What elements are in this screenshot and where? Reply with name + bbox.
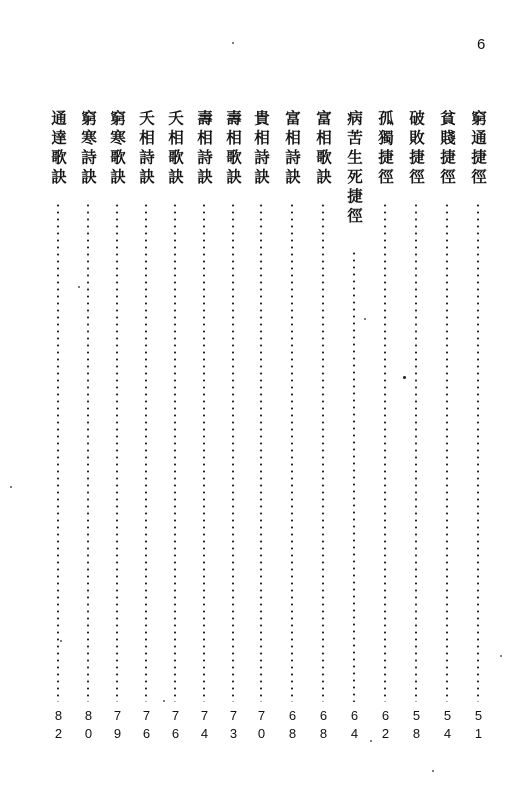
scan-speck [10,486,12,488]
toc-entry [343,110,365,750]
dot-leader [353,250,355,702]
toc-entry [77,110,99,750]
toc-entry-page: 70 [254,708,269,744]
toc-entry-title: 通達歌訣 [49,110,68,188]
toc-entry-page: 76 [139,708,154,744]
toc-entry-title: 病苦生死捷徑 [345,110,364,227]
toc-entry [222,110,244,750]
table-of-contents [0,110,524,750]
toc-entry [436,110,458,750]
toc-entry-title: 孤獨捷徑 [376,110,395,188]
toc-entry-page: 58 [409,708,424,744]
dot-leader [57,202,59,702]
dot-leader [232,202,234,702]
dot-leader [87,202,89,702]
page-number: 6 [477,36,486,53]
scan-speck [500,655,502,657]
toc-entry [312,110,334,750]
dot-leader [260,202,262,702]
toc-entry-title: 富相歌訣 [314,110,333,188]
toc-entry-page: 80 [81,708,96,744]
toc-entry-page: 74 [197,708,212,744]
toc-entry-title: 壽相歌訣 [224,110,243,188]
toc-entry-page: 79 [110,708,125,744]
scan-speck [370,740,372,742]
toc-entry-title: 壽相詩訣 [195,110,214,188]
scan-speck [60,640,62,642]
toc-entry [250,110,272,750]
dot-leader [291,202,293,702]
toc-entry [405,110,427,750]
dot-leader [203,202,205,702]
toc-entry-title: 窮寒詩訣 [79,110,98,188]
scan-speck [364,318,366,320]
toc-entry [164,110,186,750]
dot-leader [174,202,176,702]
toc-entry-page: 73 [226,708,241,744]
toc-entry-title: 夭相歌訣 [166,110,185,188]
toc-entry-page: 54 [440,708,455,744]
scan-speck [403,376,406,379]
scan-speck [163,700,165,702]
toc-entry-title: 貧賤捷徑 [438,110,457,188]
toc-entry-title: 破敗捷徑 [407,110,426,188]
dot-leader [145,202,147,702]
toc-entry [374,110,396,750]
dot-leader [322,202,324,702]
toc-entry-page: 76 [168,708,183,744]
toc-entry-page: 68 [285,708,300,744]
dot-leader [384,202,386,702]
dot-leader [415,202,417,702]
toc-entry [193,110,215,750]
toc-entry [135,110,157,750]
scan-speck [432,770,434,772]
scan-speck [78,286,80,288]
toc-entry-title: 窮寒歌訣 [108,110,127,188]
toc-entry [106,110,128,750]
scan-speck [232,42,234,44]
toc-entry-title: 富相詩訣 [283,110,302,188]
toc-entry-page: 64 [347,708,362,744]
dot-leader [477,202,479,702]
dot-leader [116,202,118,702]
toc-entry-page: 82 [51,708,66,744]
toc-entry-title: 夭相詩訣 [137,110,156,188]
toc-entry-title: 貴相詩訣 [252,110,271,188]
toc-entry-page: 51 [471,708,486,744]
toc-entry [467,110,489,750]
toc-entry-page: 62 [378,708,393,744]
toc-entry [281,110,303,750]
dot-leader [446,202,448,702]
toc-entry-title: 窮通捷徑 [469,110,488,188]
toc-entry-page: 68 [316,708,331,744]
toc-entry [47,110,69,750]
